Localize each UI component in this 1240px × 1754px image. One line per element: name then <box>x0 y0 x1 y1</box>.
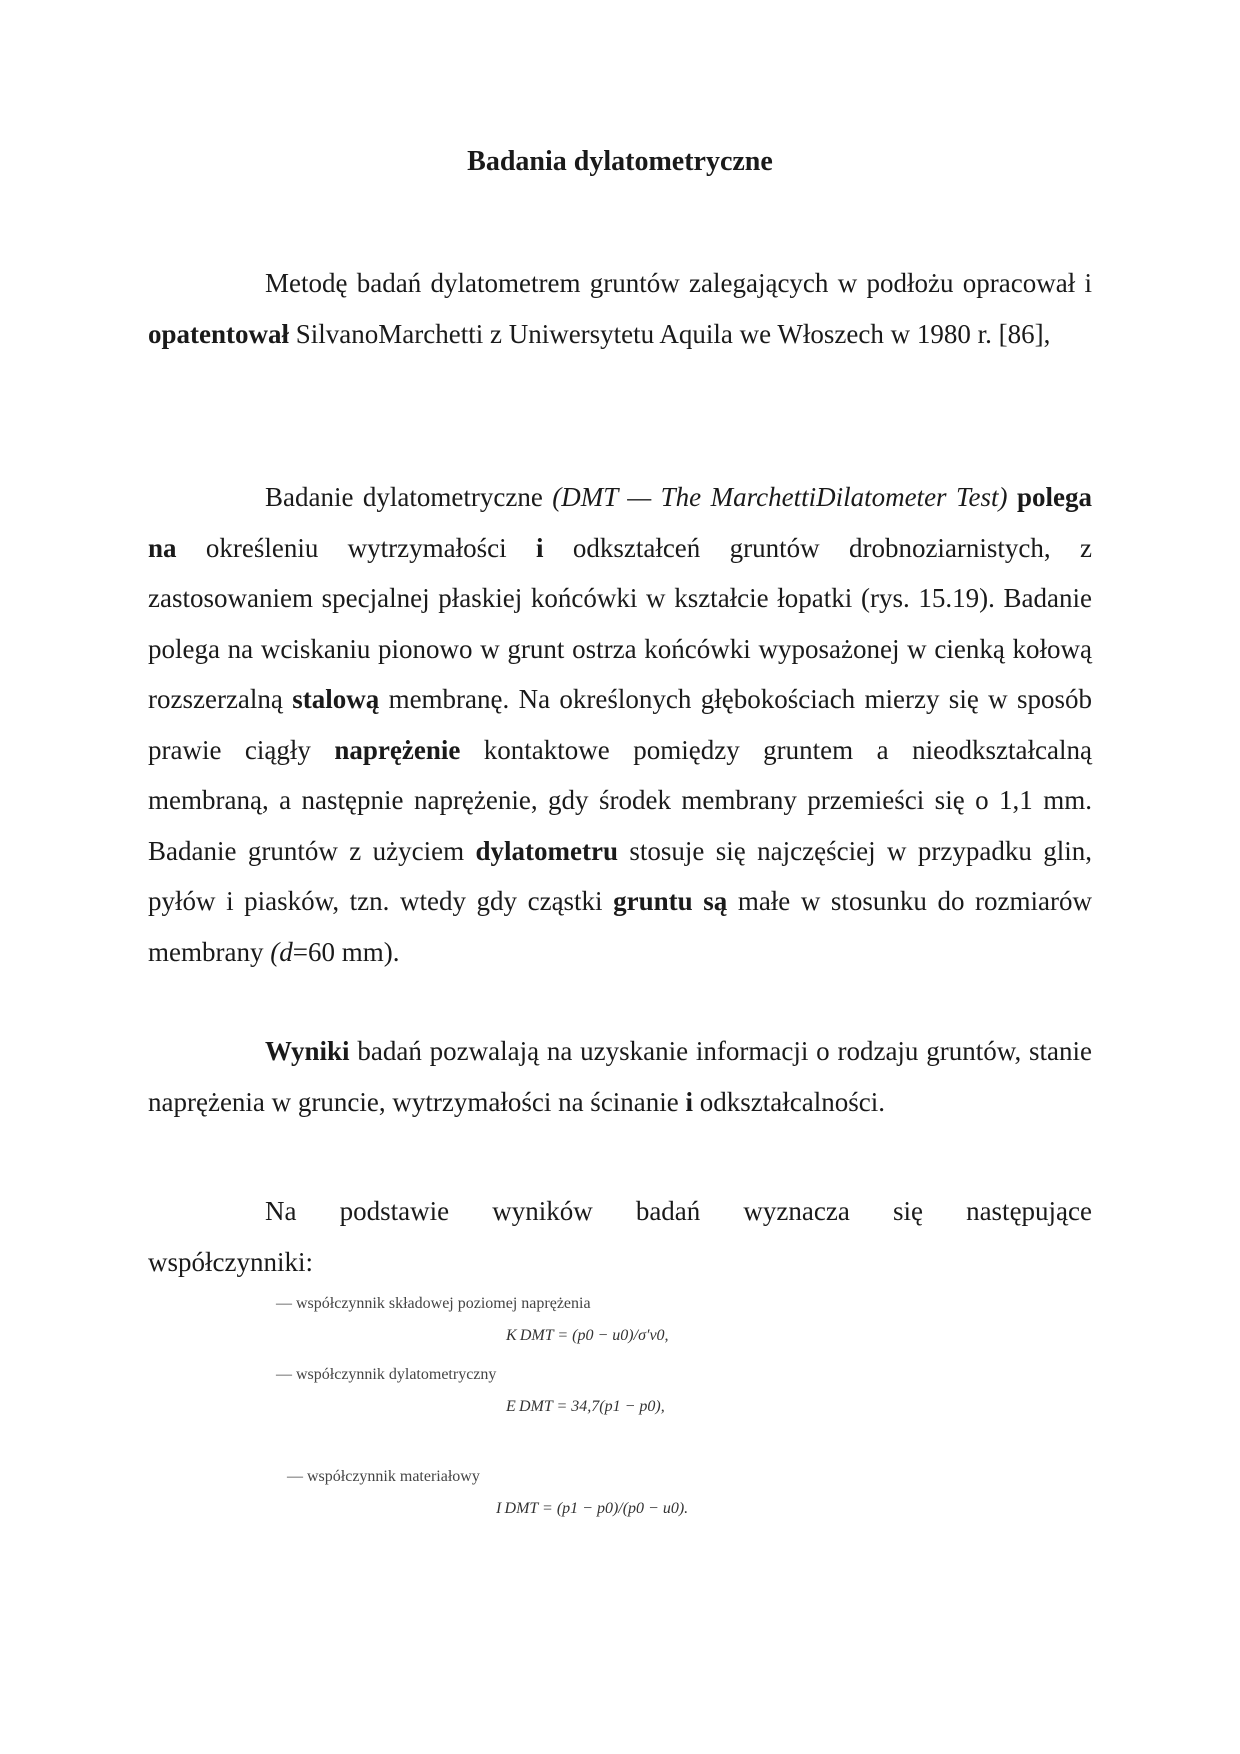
text: membranę. Na określonych głębokościach mierzy się w sposób prawie ciągły <box>148 684 1092 765</box>
bold-text: i <box>685 1086 694 1117</box>
bold-text: i <box>535 532 544 563</box>
bold-text: Wyniki <box>265 1036 350 1066</box>
text: SilvanoMarchetti z Uniwersytetu Aquila we Włoszech w 1980 r. [86], <box>289 318 1051 349</box>
text-line: współczynniki: <box>148 1246 313 1277</box>
formula-edmt: E DMT = 34,7(p1 − p0), <box>506 1398 665 1415</box>
bold-text: opatentował <box>148 318 289 349</box>
text: stosuje się najczęściej w przypadku glin, pyłów i piasków, tzn. wtedy gdy cząstki <box>148 835 1092 916</box>
formula-idmt: I DMT = (p1 − p0)/(p0 − u0). <box>496 1500 689 1517</box>
text: odkształcalności. <box>693 1086 885 1117</box>
bold-text: stalową <box>292 684 380 714</box>
text: badań pozwalają na uzyskanie informacji o rodzaju gruntów, stanie naprężenia w gruncie, wytrzymałości na ścinanie <box>148 1036 1092 1117</box>
text: małe w stosunku do rozmiarów membrany <box>148 886 1093 967</box>
text: Badanie dylatometryczne <box>265 482 553 512</box>
text-line: Na podstawie wyników badań wyznacza się następujące <box>265 1196 1092 1226</box>
page-title: Badania dylatometryczne <box>467 146 773 177</box>
formula-label: — współczynnik materiałowy <box>287 1468 480 1485</box>
bold-text: naprężenie <box>334 734 461 765</box>
bold-text: dylatometru <box>475 835 618 866</box>
bold-text: polega na <box>148 482 1092 563</box>
formula-label: — współczynnik składowej poziomej naprężenia <box>276 1295 591 1312</box>
text: określeniu wytrzymałości <box>176 532 536 563</box>
bold-text: gruntu <box>613 886 693 916</box>
italic-text: (d <box>270 936 293 967</box>
text: =60 mm). <box>292 936 400 967</box>
text: odkształceń gruntów drobnoziarnistych, z zastosowaniem specjalnej płaskiej końcówki w kształcie łopatki (rys. 15.19). Badanie polega na wciskaniu pionowo w grunt ostrza końcówki wyposażonej w cienką kołową rozszerzalną <box>148 532 1092 714</box>
italic-text: (DMT — The MarchettiDilatometer Test) <box>552 482 1008 512</box>
formula-kdmt: K DMT = (p0 − u0)/σ′v0, <box>506 1327 669 1344</box>
bold-text: są <box>703 886 728 916</box>
formula-label: — współczynnik dylatometryczny <box>276 1366 497 1383</box>
text: kontaktowe pomiędzy gruntem a nieodkształcalną membraną, a następnie naprężenie, gdy środek membrany przemieści się o 1,1 mm. Badanie gruntów z użyciem <box>148 734 1092 866</box>
text: Metodę badań dylatometrem gruntów zalegających w podłożu opracował i <box>265 268 1092 298</box>
